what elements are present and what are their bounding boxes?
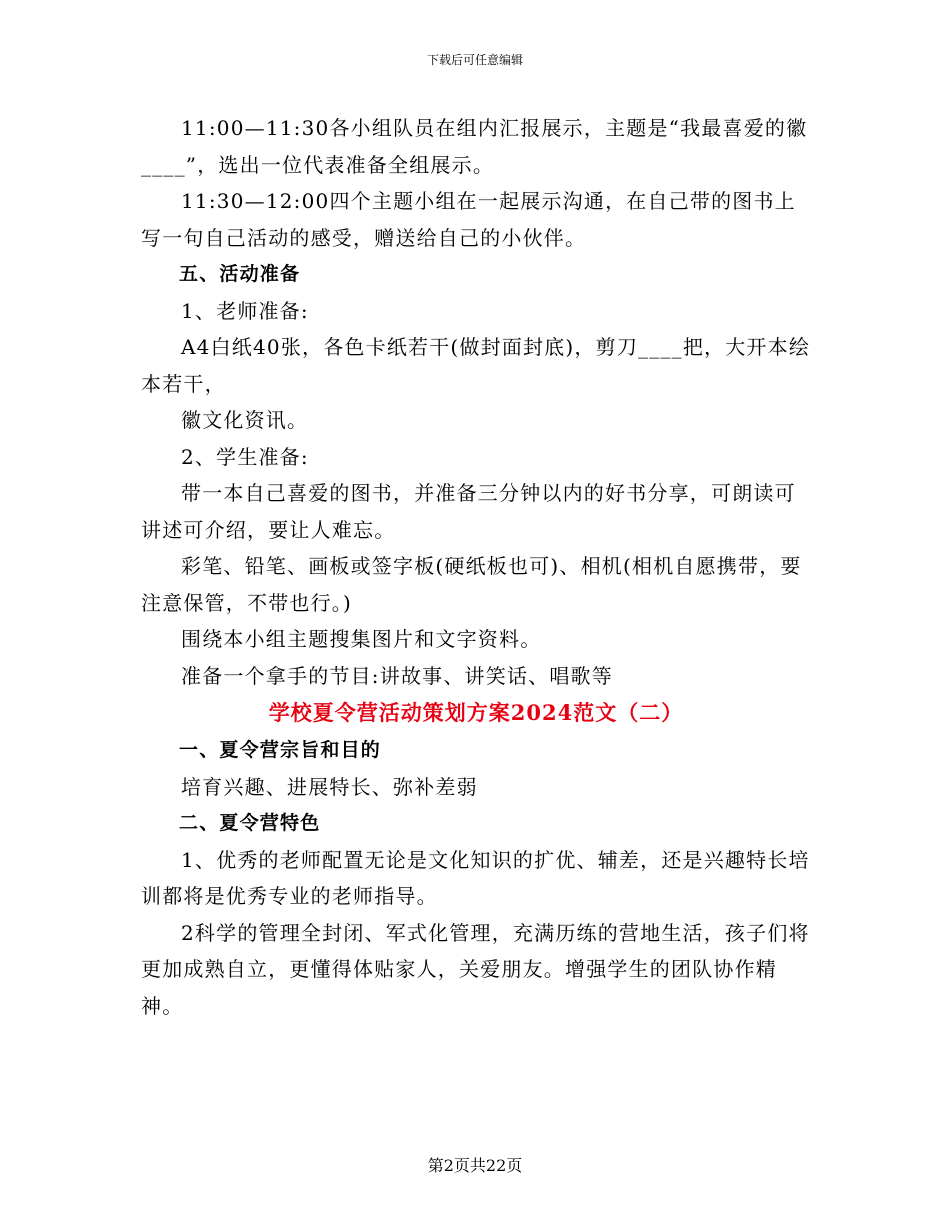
paragraph-collect-materials: 围绕本小组主题搜集图片和文字资料。 xyxy=(181,627,542,651)
paragraph-prepare-show: 准备一个拿手的节目:讲故事、讲笑话、唱歌等 xyxy=(181,663,613,688)
subheading-teacher-prep: 1、老师准备: xyxy=(181,298,309,323)
section-heading-features: 二、夏令营特色 xyxy=(179,812,321,834)
document-title-part-two: 学校夏令营活动策划方案2024范文（二） xyxy=(268,700,684,725)
page-header: 下载后可任意编辑 xyxy=(426,53,523,67)
paragraph-feature-teachers: 1、优秀的老师配置无论是文化知识的扩优、辅差，还是兴趣特长培训都将是优秀专业的老师指导。 xyxy=(141,847,810,908)
paragraph-schedule-1100: 11:00—11:30各小组队员在组内汇报展示，主题是“我最喜爱的徽____”，选出一位代表准备全组展示。 xyxy=(141,116,808,177)
section-heading-purpose: 一、夏令营宗旨和目的 xyxy=(179,739,382,761)
paragraph-supplies: 彩笔、铅笔、画板或签字板(硬纸板也可)、相机(相机自愿携带，要注意保管，不带也行。) xyxy=(141,554,802,615)
subheading-student-prep: 2、学生准备: xyxy=(181,444,309,469)
section-heading-activity-prep: 五、活动准备 xyxy=(179,263,301,285)
document-body xyxy=(141,110,811,1024)
paragraph-purpose: 培育兴趣、进展特长、弥补差弱 xyxy=(181,774,478,799)
paragraph-feature-management: 2科学的管理全封闭、军式化管理，充满历练的营地生活，孩子们将更加成熟自立，更懂得体贴家人，关爱朋友。增强学生的团队协作精神。 xyxy=(141,920,810,1018)
paragraph-schedule-1130: 11:30—12:00四个主题小组在一起展示沟通，在自己带的图书上写一句自己活动的感受，赠送给自己的小伙伴。 xyxy=(141,189,796,250)
paragraph-teacher-materials: A4白纸40张，各色卡纸若干(做封面封底)，剪刀____把，大开本绘本若干， xyxy=(141,335,811,396)
paragraph-bring-book: 带一本自己喜爱的图书，并准备三分钟以内的好书分享，可朗读可讲述可介绍，要让人难忘。 xyxy=(141,481,796,542)
paragraph-culture-info: 徽文化资讯。 xyxy=(181,408,309,432)
page-footer: 第2页共22页 xyxy=(427,1156,523,1175)
